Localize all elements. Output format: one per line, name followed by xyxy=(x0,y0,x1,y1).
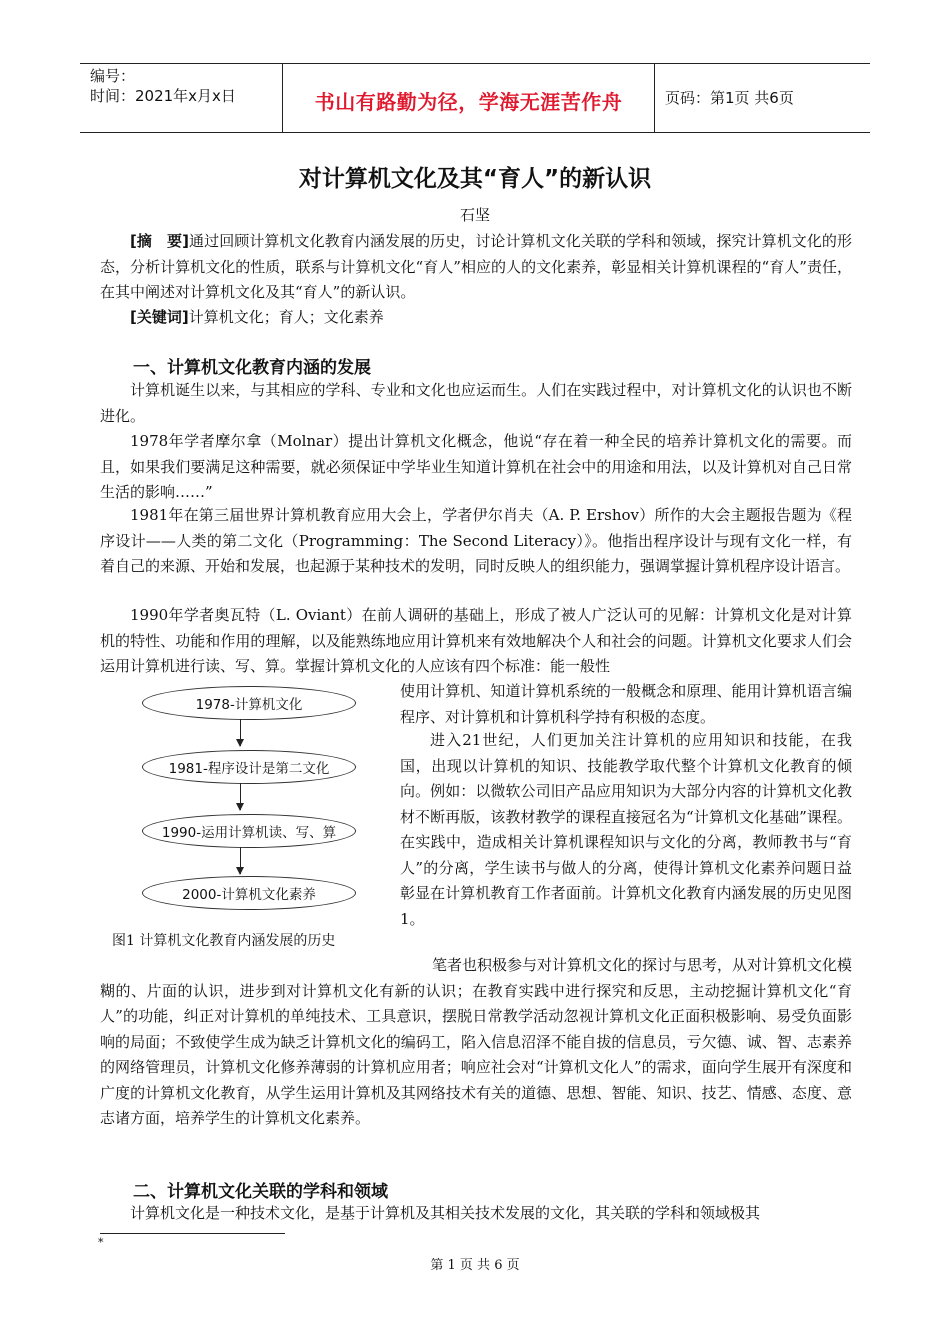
footnote-divider xyxy=(100,1233,285,1234)
document-title: 对计算机文化及其“育人”的新认识 xyxy=(298,166,652,192)
paragraph: 1978年学者摩尔拿（Molnar）提出计算机文化概念，他说“存在着一种全民的培养计算机文化的需要。而且，如果我们要满足这种需要，就必须保证中学毕业生知道计算机在社会中的用途和用法，以及计算机对自己日常生活的影响……” xyxy=(100,432,852,501)
paragraph: 1990年学者奥瓦特（L. Oviant）在前人调研的基础上，形成了被人广泛认可的见解：计算机文化是对计算机的特性、功能和作用的理解，以及能熟练地应用计算机来有效地解决个人和社会的问题。计算机文化要求人们会运用计算机进行读、写、算。掌握计算机文化的人应该有四个标准：能一般性 xyxy=(100,606,852,675)
paragraph: 计算机诞生以来，与其相应的学科、专业和文化也应运而生。人们在实践过程中，对计算机文化的认识也不断进化。 xyxy=(100,381,852,425)
abstract-text: 通过回顾计算机文化教育内涵发展的历史，讨论计算机文化关联的学科和领域，探究计算机文化的形态，分析计算机文化的性质，联系与计算机文化“育人”相应的人的文化素养，彰显相关计算机课程的“育人”责任，在其中阐述对计算机文化及其“育人”的新认识。 xyxy=(100,232,852,301)
abstract-label: [摘 要] xyxy=(130,232,189,250)
abstract xyxy=(100,229,852,306)
paragraph: 进入21世纪，人们更加关注计算机的应用知识和技能，在我国，出现以计算机的知识、技能教学取代整个计算机文化教育的倾向。例如：以微软公司旧产品应用知识为大部分内容的计算机文化教材不断再版，该教材教学的课程直接冠名为“计算机文化基础”课程。在实践中，造成相关计算机课程知识与文化的分离，教师教书与“育人”的分离，学生读书与做人的分离，使得计算机文化素养问题日益彰显在计算机教育工作者面前。计算机文化教育内涵发展的历史见图1。 xyxy=(400,731,852,928)
page-footer: 第 1 页 共 6 页 xyxy=(430,1258,520,1273)
paragraph: 笔者也积极参与对计算机文化的探讨与思考，从对计算机文化模糊的、片面的认识，进步到对计算机文化有新的认识；在教育实践中进行探究和反思，主动挖掘计算机文化“育人”的功能，纠正对计算机的单纯技术、工具意识，摆脱日常教学活动忽视计算机文化正面积极影响、易受负面影响的局面；不致使学生成为缺乏计算机文化的编码工，陷入信息沼泽不能自拔的信息员，亏欠德、诚、智、志素养的网络管理员，计算机文化修养薄弱的计算机应用者；响应社会对“计算机文化人”的需求，面向学生展开有深度和广度的计算机文化教育，从学生运用计算机及其网络技术有关的道德、思想、智能、知识、技艺、情感、态度、意志诸方面，培养学生的计算机文化素养。 xyxy=(100,956,853,1127)
arrow-down-icon xyxy=(240,783,241,810)
arrow-down-icon xyxy=(240,719,241,746)
keywords-label: [关键词] xyxy=(130,308,189,326)
header-table xyxy=(80,63,870,133)
motto: 书山有路勤为径，学海无涯苦作舟 xyxy=(314,90,623,114)
flow-node-2000: 2000-计算机文化素养 xyxy=(142,876,356,910)
page-indicator: 页码：第1页 共6页 xyxy=(665,89,794,107)
paragraph: 1981年在第三届世界计算机教育应用大会上，学者伊尔肖夫（A. P. Ershov）所作的大会主题报告题为《程序设计——人类的第二文化（Programming：The Second Literacy）》。他指出程序设计与现有文化一样，有着自己的来源、开始和发展，也起源于某种技术的发明，同时反映人的组织能力，强调掌握计算机程序设计语言。 xyxy=(100,506,852,575)
flow-node-1981: 1981-程序设计是第二文化 xyxy=(142,750,356,784)
header-cell-info xyxy=(80,64,283,132)
document-time: 时间：2021年x月x日 xyxy=(90,87,236,105)
flow-node-1978: 1978-计算机文化 xyxy=(142,686,356,720)
section-1-heading: 一、计算机文化教育内涵的发展 xyxy=(133,358,371,378)
header-cell-page xyxy=(655,64,870,132)
arrow-down-icon xyxy=(240,847,241,874)
keywords xyxy=(100,305,852,331)
document-number: 编号： xyxy=(90,67,136,85)
author: 石坚 xyxy=(459,206,490,224)
paragraph-continued: 使用计算机、知道计算机系统的一般概念和原理、能用计算机语言编程序、对计算机和计算机科学持有积极的态度。 xyxy=(400,682,852,726)
header-cell-motto xyxy=(283,64,655,132)
figure-1-flowchart xyxy=(112,680,392,955)
section-2-heading: 二、计算机文化关联的学科和领域 xyxy=(133,1182,388,1202)
footnote-mark: * xyxy=(98,1236,104,1249)
paragraph: 计算机文化是一种技术文化，是基于计算机及其相关技术发展的文化，其关联的学科和领域极其 xyxy=(130,1204,761,1222)
figure-caption: 图1 计算机文化教育内涵发展的历史 xyxy=(112,933,336,949)
keywords-text: 计算机文化；育人；文化素养 xyxy=(188,308,384,326)
flow-node-1990: 1990-运用计算机读、写、算 xyxy=(142,814,356,848)
